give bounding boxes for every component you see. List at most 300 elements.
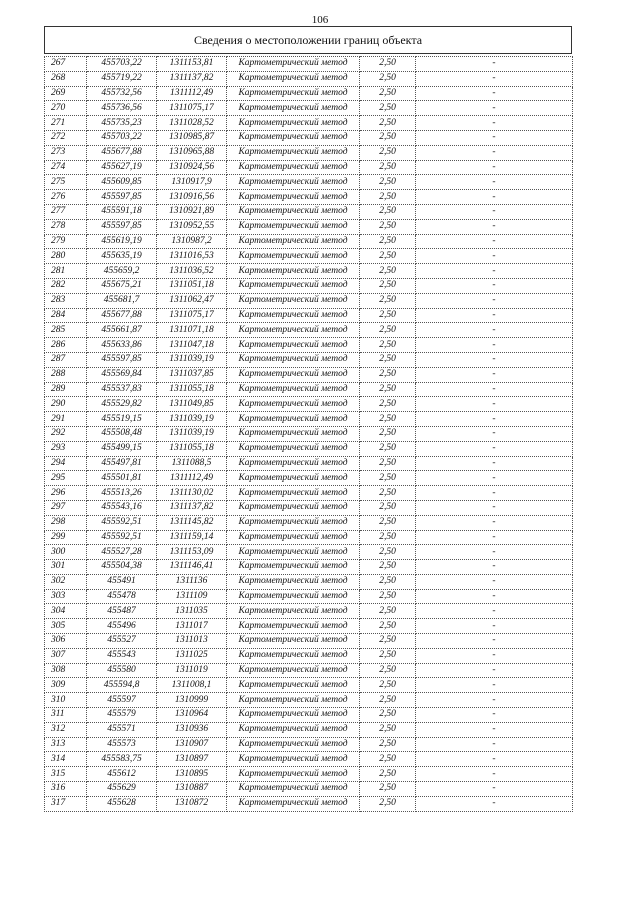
- table-row: [45, 278, 573, 293]
- accuracy-cell: 2,50: [360, 500, 416, 515]
- coord-x-cell: 455504,38: [87, 560, 157, 575]
- coord-x-cell: 455501,81: [87, 471, 157, 486]
- table-row: [45, 352, 573, 367]
- point-number-cell: 301: [45, 560, 87, 575]
- description-cell: -: [416, 634, 573, 649]
- description-cell: -: [416, 737, 573, 752]
- accuracy-cell: 2,50: [360, 145, 416, 160]
- coord-y-cell: 1311071,18: [157, 323, 227, 338]
- method-cell: Картометрический метод: [227, 71, 360, 86]
- coord-x-cell: 455508,48: [87, 426, 157, 441]
- point-number-cell: 298: [45, 515, 87, 530]
- point-number-cell: 312: [45, 722, 87, 737]
- accuracy-cell: 2,50: [360, 471, 416, 486]
- coord-y-cell: 1310907: [157, 737, 227, 752]
- method-cell: Картометрический метод: [227, 352, 360, 367]
- coord-x-cell: 455537,83: [87, 382, 157, 397]
- coord-y-cell: 1311047,18: [157, 338, 227, 353]
- description-cell: -: [416, 57, 573, 72]
- description-cell: -: [416, 367, 573, 382]
- coord-y-cell: 1311137,82: [157, 71, 227, 86]
- coord-y-cell: 1311037,85: [157, 367, 227, 382]
- method-cell: Картометрический метод: [227, 367, 360, 382]
- description-cell: -: [416, 456, 573, 471]
- table-row: [45, 767, 573, 782]
- point-number-cell: 275: [45, 175, 87, 190]
- table-row: [45, 722, 573, 737]
- description-cell: -: [416, 678, 573, 693]
- method-cell: Картометрический метод: [227, 708, 360, 723]
- description-cell: -: [416, 500, 573, 515]
- table-row: [45, 234, 573, 249]
- accuracy-cell: 2,50: [360, 678, 416, 693]
- coord-y-cell: 1311016,53: [157, 249, 227, 264]
- description-cell: -: [416, 278, 573, 293]
- description-cell: -: [416, 264, 573, 279]
- point-number-cell: 311: [45, 708, 87, 723]
- coord-x-cell: 455497,81: [87, 456, 157, 471]
- method-cell: Картометрический метод: [227, 530, 360, 545]
- point-number-cell: 313: [45, 737, 87, 752]
- table-row: [45, 426, 573, 441]
- accuracy-cell: 2,50: [360, 101, 416, 116]
- method-cell: Картометрический метод: [227, 737, 360, 752]
- point-number-cell: 277: [45, 204, 87, 219]
- point-number-cell: 297: [45, 500, 87, 515]
- table-row: [45, 648, 573, 663]
- point-number-cell: 287: [45, 352, 87, 367]
- coord-y-cell: 1310895: [157, 767, 227, 782]
- description-cell: -: [416, 352, 573, 367]
- method-cell: Картометрический метод: [227, 604, 360, 619]
- accuracy-cell: 2,50: [360, 249, 416, 264]
- accuracy-cell: 2,50: [360, 604, 416, 619]
- coord-x-cell: 455579: [87, 708, 157, 723]
- coord-x-cell: 455583,75: [87, 752, 157, 767]
- table-row: [45, 441, 573, 456]
- coord-x-cell: 455675,21: [87, 278, 157, 293]
- method-cell: Картометрический метод: [227, 293, 360, 308]
- coord-y-cell: 1311028,52: [157, 116, 227, 131]
- method-cell: Картометрический метод: [227, 175, 360, 190]
- method-cell: Картометрический метод: [227, 397, 360, 412]
- table-row: [45, 471, 573, 486]
- method-cell: Картометрический метод: [227, 219, 360, 234]
- description-cell: -: [416, 530, 573, 545]
- accuracy-cell: 2,50: [360, 382, 416, 397]
- description-cell: -: [416, 101, 573, 116]
- table-row: [45, 604, 573, 619]
- method-cell: Картометрический метод: [227, 382, 360, 397]
- accuracy-cell: 2,50: [360, 663, 416, 678]
- coord-x-cell: 455681,7: [87, 293, 157, 308]
- method-cell: Картометрический метод: [227, 619, 360, 634]
- accuracy-cell: 2,50: [360, 737, 416, 752]
- point-number-cell: 307: [45, 648, 87, 663]
- coord-x-cell: 455592,51: [87, 515, 157, 530]
- table-row: [45, 382, 573, 397]
- table-row: [45, 249, 573, 264]
- accuracy-cell: 2,50: [360, 693, 416, 708]
- table-row: [45, 130, 573, 145]
- accuracy-cell: 2,50: [360, 86, 416, 101]
- description-cell: -: [416, 752, 573, 767]
- method-cell: Картометрический метод: [227, 160, 360, 175]
- table-row: [45, 515, 573, 530]
- coord-x-cell: 455619,19: [87, 234, 157, 249]
- coord-x-cell: 455496: [87, 619, 157, 634]
- accuracy-cell: 2,50: [360, 71, 416, 86]
- description-cell: -: [416, 412, 573, 427]
- accuracy-cell: 2,50: [360, 190, 416, 205]
- coord-x-cell: 455527,28: [87, 545, 157, 560]
- accuracy-cell: 2,50: [360, 130, 416, 145]
- table-row: [45, 323, 573, 338]
- method-cell: Картометрический метод: [227, 190, 360, 205]
- coord-x-cell: 455597: [87, 693, 157, 708]
- accuracy-cell: 2,50: [360, 560, 416, 575]
- coord-x-cell: 455703,22: [87, 130, 157, 145]
- accuracy-cell: 2,50: [360, 767, 416, 782]
- coord-x-cell: 455513,26: [87, 486, 157, 501]
- coord-x-cell: 455735,23: [87, 116, 157, 131]
- method-cell: Картометрический метод: [227, 471, 360, 486]
- table-row: [45, 500, 573, 515]
- coord-y-cell: 1310999: [157, 693, 227, 708]
- description-cell: -: [416, 308, 573, 323]
- table-row: [45, 663, 573, 678]
- accuracy-cell: 2,50: [360, 708, 416, 723]
- coord-x-cell: 455569,84: [87, 367, 157, 382]
- method-cell: Картометрический метод: [227, 634, 360, 649]
- coord-y-cell: 1311055,18: [157, 382, 227, 397]
- method-cell: Картометрический метод: [227, 486, 360, 501]
- coord-y-cell: 1311039,19: [157, 426, 227, 441]
- accuracy-cell: 2,50: [360, 796, 416, 811]
- method-cell: Картометрический метод: [227, 234, 360, 249]
- accuracy-cell: 2,50: [360, 722, 416, 737]
- method-cell: Картометрический метод: [227, 574, 360, 589]
- accuracy-cell: 2,50: [360, 234, 416, 249]
- method-cell: Картометрический метод: [227, 278, 360, 293]
- point-number-cell: 303: [45, 589, 87, 604]
- coord-y-cell: 1310921,89: [157, 204, 227, 219]
- coord-x-cell: 455629: [87, 782, 157, 797]
- method-cell: Картометрический метод: [227, 101, 360, 116]
- table-row: [45, 456, 573, 471]
- point-number-cell: 276: [45, 190, 87, 205]
- coord-y-cell: 1310987,2: [157, 234, 227, 249]
- description-cell: -: [416, 190, 573, 205]
- method-cell: Картометрический метод: [227, 57, 360, 72]
- point-number-cell: 316: [45, 782, 87, 797]
- coord-y-cell: 1310887: [157, 782, 227, 797]
- accuracy-cell: 2,50: [360, 530, 416, 545]
- coord-x-cell: 455592,51: [87, 530, 157, 545]
- coord-y-cell: 1311145,82: [157, 515, 227, 530]
- coord-y-cell: 1311049,85: [157, 397, 227, 412]
- accuracy-cell: 2,50: [360, 486, 416, 501]
- description-cell: -: [416, 441, 573, 456]
- accuracy-cell: 2,50: [360, 515, 416, 530]
- point-number-cell: 281: [45, 264, 87, 279]
- table-row: [45, 560, 573, 575]
- description-cell: -: [416, 323, 573, 338]
- description-cell: -: [416, 722, 573, 737]
- table-row: [45, 293, 573, 308]
- description-cell: -: [416, 708, 573, 723]
- description-cell: -: [416, 71, 573, 86]
- table-row: [45, 57, 573, 72]
- table-row: [45, 634, 573, 649]
- description-cell: -: [416, 663, 573, 678]
- table-row: [45, 160, 573, 175]
- method-cell: Картометрический метод: [227, 426, 360, 441]
- description-cell: -: [416, 338, 573, 353]
- coord-x-cell: 455573: [87, 737, 157, 752]
- coord-y-cell: 1311153,81: [157, 57, 227, 72]
- table-row: [45, 190, 573, 205]
- coord-x-cell: 455519,15: [87, 412, 157, 427]
- coord-x-cell: 455609,85: [87, 175, 157, 190]
- accuracy-cell: 2,50: [360, 752, 416, 767]
- point-number-cell: 288: [45, 367, 87, 382]
- coord-x-cell: 455628: [87, 796, 157, 811]
- coord-y-cell: 1310924,56: [157, 160, 227, 175]
- table-row: [45, 693, 573, 708]
- coord-x-cell: 455703,22: [87, 57, 157, 72]
- table-row: [45, 338, 573, 353]
- coord-y-cell: 1311146,41: [157, 560, 227, 575]
- coord-x-cell: 455732,56: [87, 86, 157, 101]
- accuracy-cell: 2,50: [360, 308, 416, 323]
- method-cell: Картометрический метод: [227, 545, 360, 560]
- coord-y-cell: 1311062,47: [157, 293, 227, 308]
- point-number-cell: 302: [45, 574, 87, 589]
- description-cell: -: [416, 782, 573, 797]
- accuracy-cell: 2,50: [360, 175, 416, 190]
- coord-x-cell: 455591,18: [87, 204, 157, 219]
- coord-x-cell: 455677,88: [87, 145, 157, 160]
- table-row: [45, 101, 573, 116]
- accuracy-cell: 2,50: [360, 264, 416, 279]
- accuracy-cell: 2,50: [360, 160, 416, 175]
- coord-y-cell: 1311013: [157, 634, 227, 649]
- point-number-cell: 271: [45, 116, 87, 131]
- coord-x-cell: 455487: [87, 604, 157, 619]
- description-cell: -: [416, 604, 573, 619]
- point-number-cell: 296: [45, 486, 87, 501]
- coord-x-cell: 455736,56: [87, 101, 157, 116]
- point-number-cell: 282: [45, 278, 87, 293]
- point-number-cell: 268: [45, 71, 87, 86]
- point-number-cell: 286: [45, 338, 87, 353]
- method-cell: Картометрический метод: [227, 767, 360, 782]
- coord-y-cell: 1311051,18: [157, 278, 227, 293]
- description-cell: -: [416, 796, 573, 811]
- method-cell: Картометрический метод: [227, 560, 360, 575]
- description-cell: -: [416, 204, 573, 219]
- accuracy-cell: 2,50: [360, 648, 416, 663]
- method-cell: Картометрический метод: [227, 412, 360, 427]
- description-cell: -: [416, 175, 573, 190]
- table-row: [45, 530, 573, 545]
- coord-y-cell: 1311109: [157, 589, 227, 604]
- point-number-cell: 295: [45, 471, 87, 486]
- method-cell: Картометрический метод: [227, 145, 360, 160]
- point-number-cell: 289: [45, 382, 87, 397]
- coord-x-cell: 455478: [87, 589, 157, 604]
- point-number-cell: 279: [45, 234, 87, 249]
- coord-x-cell: 455635,19: [87, 249, 157, 264]
- table-row: [45, 574, 573, 589]
- point-number-cell: 293: [45, 441, 87, 456]
- point-number-cell: 299: [45, 530, 87, 545]
- point-number-cell: 290: [45, 397, 87, 412]
- method-cell: Картометрический метод: [227, 441, 360, 456]
- coord-x-cell: 455594,8: [87, 678, 157, 693]
- accuracy-cell: 2,50: [360, 367, 416, 382]
- coord-y-cell: 1310917,9: [157, 175, 227, 190]
- table-row: [45, 678, 573, 693]
- coord-y-cell: 1310964: [157, 708, 227, 723]
- description-cell: -: [416, 515, 573, 530]
- coord-y-cell: 1311159,14: [157, 530, 227, 545]
- method-cell: Картометрический метод: [227, 648, 360, 663]
- coord-x-cell: 455719,22: [87, 71, 157, 86]
- table-row: [45, 264, 573, 279]
- description-cell: -: [416, 397, 573, 412]
- accuracy-cell: 2,50: [360, 293, 416, 308]
- table-row: [45, 486, 573, 501]
- coord-y-cell: 1311035: [157, 604, 227, 619]
- accuracy-cell: 2,50: [360, 456, 416, 471]
- table-row: [45, 86, 573, 101]
- point-number-cell: 280: [45, 249, 87, 264]
- accuracy-cell: 2,50: [360, 426, 416, 441]
- point-number-cell: 284: [45, 308, 87, 323]
- point-number-cell: 306: [45, 634, 87, 649]
- method-cell: Картометрический метод: [227, 204, 360, 219]
- point-number-cell: 283: [45, 293, 87, 308]
- section-title: Сведения о местоположении границ объекта: [44, 26, 572, 54]
- method-cell: Картометрический метод: [227, 752, 360, 767]
- table-row: [45, 175, 573, 190]
- accuracy-cell: 2,50: [360, 545, 416, 560]
- table-row: [45, 204, 573, 219]
- point-number-cell: 274: [45, 160, 87, 175]
- point-number-cell: 317: [45, 796, 87, 811]
- accuracy-cell: 2,50: [360, 352, 416, 367]
- accuracy-cell: 2,50: [360, 412, 416, 427]
- table-row: [45, 589, 573, 604]
- description-cell: -: [416, 116, 573, 131]
- accuracy-cell: 2,50: [360, 323, 416, 338]
- coord-y-cell: 1311112,49: [157, 471, 227, 486]
- point-number-cell: 272: [45, 130, 87, 145]
- coord-y-cell: 1311088,5: [157, 456, 227, 471]
- method-cell: Картометрический метод: [227, 500, 360, 515]
- coord-y-cell: 1311137,82: [157, 500, 227, 515]
- coord-y-cell: 1311055,18: [157, 441, 227, 456]
- table-row: [45, 796, 573, 811]
- coord-y-cell: 1311039,19: [157, 352, 227, 367]
- table-row: [45, 308, 573, 323]
- point-number-cell: 291: [45, 412, 87, 427]
- coord-y-cell: 1311025: [157, 648, 227, 663]
- coord-y-cell: 1310916,56: [157, 190, 227, 205]
- table-row: [45, 708, 573, 723]
- description-cell: -: [416, 619, 573, 634]
- table-row: [45, 145, 573, 160]
- coord-y-cell: 1311039,19: [157, 412, 227, 427]
- description-cell: -: [416, 560, 573, 575]
- accuracy-cell: 2,50: [360, 57, 416, 72]
- coord-y-cell: 1311075,17: [157, 308, 227, 323]
- table-row: [45, 367, 573, 382]
- method-cell: Картометрический метод: [227, 86, 360, 101]
- accuracy-cell: 2,50: [360, 574, 416, 589]
- coord-x-cell: 455661,87: [87, 323, 157, 338]
- description-cell: -: [416, 86, 573, 101]
- description-cell: -: [416, 589, 573, 604]
- accuracy-cell: 2,50: [360, 278, 416, 293]
- coord-y-cell: 1311008,1: [157, 678, 227, 693]
- description-cell: -: [416, 545, 573, 560]
- description-cell: -: [416, 249, 573, 264]
- accuracy-cell: 2,50: [360, 219, 416, 234]
- point-number-cell: 309: [45, 678, 87, 693]
- coord-x-cell: 455571: [87, 722, 157, 737]
- description-cell: -: [416, 160, 573, 175]
- coord-x-cell: 455627,19: [87, 160, 157, 175]
- method-cell: Картометрический метод: [227, 678, 360, 693]
- point-number-cell: 304: [45, 604, 87, 619]
- description-cell: -: [416, 426, 573, 441]
- coordinates-table-body: [45, 57, 573, 812]
- description-cell: -: [416, 234, 573, 249]
- method-cell: Картометрический метод: [227, 515, 360, 530]
- point-number-cell: 308: [45, 663, 87, 678]
- coord-y-cell: 1311019: [157, 663, 227, 678]
- coord-x-cell: 455527: [87, 634, 157, 649]
- point-number-cell: 285: [45, 323, 87, 338]
- method-cell: Картометрический метод: [227, 338, 360, 353]
- table-row: [45, 397, 573, 412]
- method-cell: Картометрический метод: [227, 456, 360, 471]
- coord-y-cell: 1310952,55: [157, 219, 227, 234]
- coord-x-cell: 455499,15: [87, 441, 157, 456]
- point-number-cell: 305: [45, 619, 87, 634]
- coord-x-cell: 455580: [87, 663, 157, 678]
- coord-x-cell: 455633,86: [87, 338, 157, 353]
- method-cell: Картометрический метод: [227, 116, 360, 131]
- accuracy-cell: 2,50: [360, 204, 416, 219]
- coord-y-cell: 1311153,09: [157, 545, 227, 560]
- point-number-cell: 294: [45, 456, 87, 471]
- table-row: [45, 545, 573, 560]
- method-cell: Картометрический метод: [227, 796, 360, 811]
- method-cell: Картометрический метод: [227, 249, 360, 264]
- page-number: 106: [311, 14, 329, 26]
- method-cell: Картометрический метод: [227, 782, 360, 797]
- table-row: [45, 737, 573, 752]
- description-cell: -: [416, 767, 573, 782]
- method-cell: Картометрический метод: [227, 693, 360, 708]
- point-number-cell: 267: [45, 57, 87, 72]
- point-number-cell: 292: [45, 426, 87, 441]
- description-cell: -: [416, 471, 573, 486]
